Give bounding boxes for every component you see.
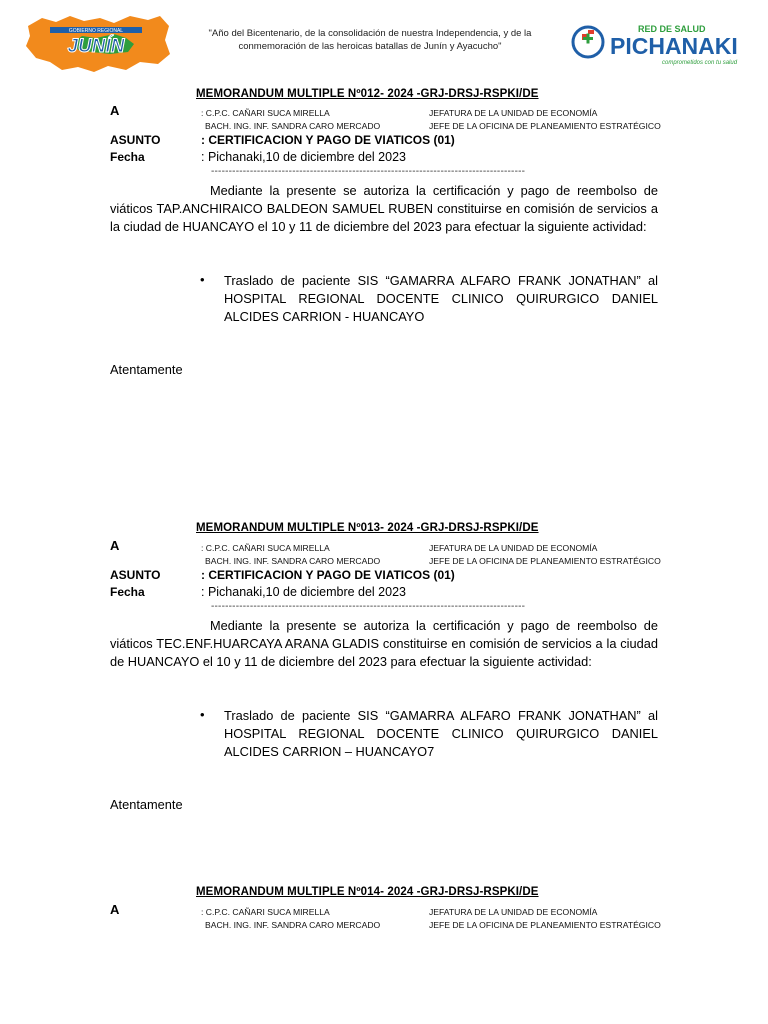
label-a: A bbox=[110, 902, 120, 917]
label-a: A bbox=[110, 538, 120, 553]
memo-title: MEMORANDUM MULTIPLE Nº012- 2024 -GRJ-DRSJ-RSPKI/DE bbox=[196, 88, 539, 100]
header-quote: "Año del Bicentenario, de la consolidación de nuestra Independencia, y de la conmemoración de las heroicas batallas de Junín y Ayacucho" bbox=[208, 28, 532, 52]
bullet-dot: • bbox=[200, 707, 205, 722]
asunto-value: : CERTIFICACION Y PAGO DE VIATICOS (01) bbox=[201, 568, 455, 582]
separator-line: ----------------------------------------------------------------------------------------- bbox=[211, 601, 526, 612]
recipient-role: JEFATURA DE LA UNIDAD DE ECONOMÍA bbox=[429, 108, 598, 118]
logo-right-tagline: comprometidos con tu salud bbox=[662, 60, 738, 66]
junin-region-logo bbox=[22, 12, 172, 74]
closing-text: Atentamente bbox=[110, 362, 183, 377]
memo-body: Mediante la presente se autoriza la certificación y pago de reembolso de viáticos TAP.ANCHIRAICO BALDEON SAMUEL RUBEN constituirse en comisión de servicios a la ciudad de HUANCAYO el 10 y 11 de diciembre del 2023 para efectuar la siguiente actividad: bbox=[110, 183, 658, 235]
logo-right-main: PICHANAKI bbox=[610, 33, 738, 59]
recipient-name: : C.P.C. CAÑARI SUCA MIRELLA bbox=[201, 907, 330, 917]
logo-right-top: RED DE SALUD bbox=[638, 24, 706, 34]
recipient-role: JEFE DE LA OFICINA DE PLANEAMIENTO ESTRATÉGICO bbox=[429, 556, 661, 566]
memo-body: Mediante la presente se autoriza la certificación y pago de reembolso de viáticos TEC.ENF.HUARCAYA ARANA GLADIS constituirse en comisión de servicios a la ciudad de HUANCAYO el 10 y 11 de diciembre del 2023 para efectuar la siguiente actividad: bbox=[110, 618, 658, 670]
bullet-dot: • bbox=[200, 272, 205, 287]
recipient-role: JEFATURA DE LA UNIDAD DE ECONOMÍA bbox=[429, 907, 598, 917]
separator-line: ----------------------------------------------------------------------------------------- bbox=[211, 166, 526, 177]
recipient-role: JEFATURA DE LA UNIDAD DE ECONOMÍA bbox=[429, 543, 598, 553]
closing-text: Atentamente bbox=[110, 797, 183, 812]
memo-bullet-item: Traslado de paciente SIS “GAMARRA ALFARO FRANK JONATHAN” al HOSPITAL REGIONAL DOCENTE CLINICO QUIRURGICO DANIEL ALCIDES CARRION - HUANCAYO bbox=[224, 273, 658, 325]
fecha-value: : Pichanaki,10 de diciembre del 2023 bbox=[201, 585, 406, 599]
label-a: A bbox=[110, 103, 120, 118]
logo-left-main: JUNÍN bbox=[67, 36, 125, 57]
recipient-name: : C.P.C. CAÑARI SUCA MIRELLA bbox=[201, 543, 330, 553]
fecha-value: : Pichanaki,10 de diciembre del 2023 bbox=[201, 150, 406, 164]
label-fecha: Fecha bbox=[110, 150, 145, 164]
recipient-role: JEFE DE LA OFICINA DE PLANEAMIENTO ESTRATÉGICO bbox=[429, 920, 661, 930]
recipient-name: : C.P.C. CAÑARI SUCA MIRELLA bbox=[201, 108, 330, 118]
recipient-name: BACH. ING. INF. SANDRA CARO MERCADO bbox=[205, 556, 381, 566]
memo-title: MEMORANDUM MULTIPLE Nº013- 2024 -GRJ-DRSJ-RSPKI/DE bbox=[196, 522, 539, 534]
pichanaki-health-logo bbox=[570, 22, 750, 68]
memo-bullet-item: Traslado de paciente SIS “GAMARRA ALFARO FRANK JONATHAN” al HOSPITAL REGIONAL DOCENTE CLINICO QUIRURGICO DANIEL ALCIDES CARRION – HUANCAYO7 bbox=[224, 708, 658, 760]
label-asunto: ASUNTO bbox=[110, 133, 161, 147]
recipient-name: BACH. ING. INF. SANDRA CARO MERCADO bbox=[205, 920, 381, 930]
recipient-name: BACH. ING. INF. SANDRA CARO MERCADO bbox=[205, 121, 381, 131]
asunto-value: : CERTIFICACION Y PAGO DE VIATICOS (01) bbox=[201, 133, 455, 147]
logo-left-top: GOBIERNO REGIONAL bbox=[68, 28, 124, 34]
memo-title: MEMORANDUM MULTIPLE Nº014- 2024 -GRJ-DRSJ-RSPKI/DE bbox=[196, 886, 539, 898]
label-fecha: Fecha bbox=[110, 585, 145, 599]
label-asunto: ASUNTO bbox=[110, 568, 161, 582]
recipient-role: JEFE DE LA OFICINA DE PLANEAMIENTO ESTRATÉGICO bbox=[429, 121, 661, 131]
